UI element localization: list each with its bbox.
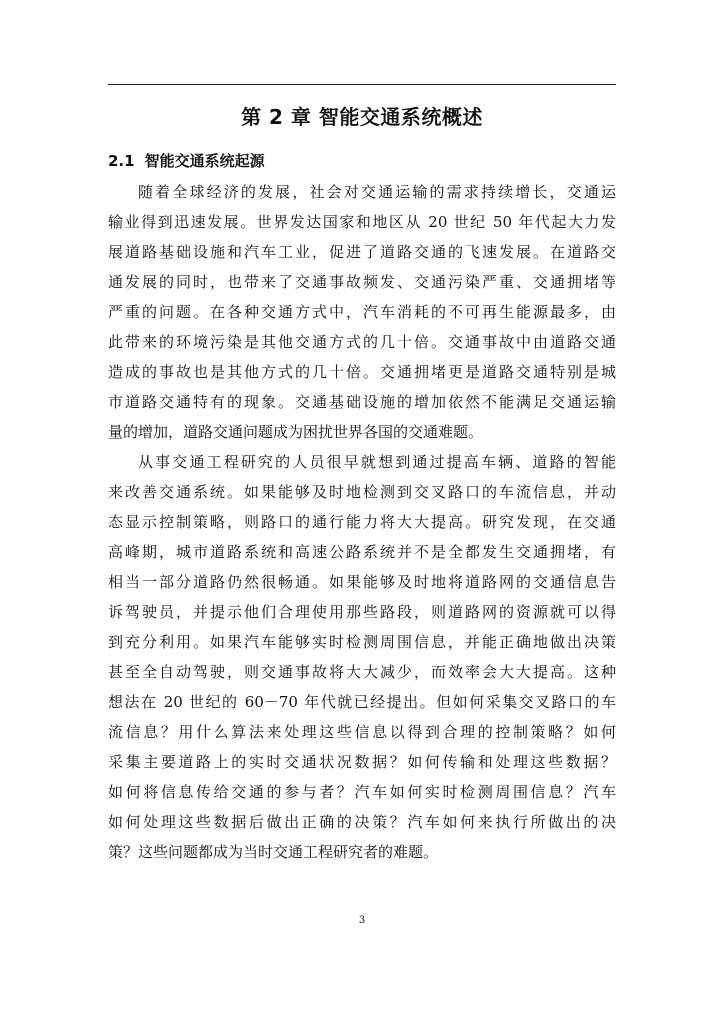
- paragraph-1-line: 量的增加，道路交通问题成为困扰世界各国的交通难题。: [108, 423, 484, 441]
- paragraph-2-line: 甚至全自动驾驶，则交通事故将大大减少，而效率会大大提高。这种: [108, 663, 616, 681]
- header-rule: [108, 84, 616, 85]
- paragraph-2-line: 到充分利用。如果汽车能够实时检测周围信息，并能正确地做出决策: [108, 633, 616, 651]
- paragraph-2-line: 从事交通工程研究的人员很早就想到通过提高车辆、道路的智能: [138, 453, 616, 471]
- paragraph-1-line: 展道路基础设施和汽车工业，促进了道路交通的飞速发展。在道路交: [108, 243, 616, 261]
- section-heading: [108, 148, 265, 174]
- paragraph-1-line: 输业得到迅速发展。世界发达国家和地区从 20 世纪 50 年代起大力发: [108, 213, 616, 231]
- paragraph-1-line: 通发展的同时，也带来了交通事故频发、交通污染严重、交通拥堵等: [108, 273, 616, 291]
- paragraph-1-line: 随着全球经济的发展，社会对交通运输的需求持续增长，交通运: [138, 183, 616, 201]
- paragraph-2-line: 策？这些问题都成为当时交通工程研究者的难题。: [108, 843, 439, 861]
- paragraph-1-line: 造成的事故也是其他方式的几十倍。交通拥堵更是道路交通特别是城: [108, 363, 616, 381]
- paragraph-2-line: 如何处理这些数据后做出正确的决策？汽车如何来执行所做出的决: [108, 813, 616, 831]
- paragraph-2-line: 如何将信息传给交通的参与者？汽车如何实时检测周围信息？汽车: [108, 783, 616, 801]
- paragraph-2-line: 流信息？用什么算法来处理这些信息以得到合理的控制策略？如何: [108, 723, 616, 741]
- paragraph-1-line: 市道路交通特有的现象。交通基础设施的增加依然不能满足交通运输: [108, 393, 616, 411]
- body-text: [108, 177, 616, 867]
- paragraph-2-line: 来改善交通系统。如果能够及时地检测到交叉路口的车流信息，并动: [108, 483, 616, 501]
- paragraph-2-line: 态显示控制策略，则路口的通行能力将大大提高。研究发现，在交通: [108, 513, 616, 531]
- paragraph-2-line: 高峰期，城市道路系统和高速公路系统并不是全都发生交通拥堵，有: [108, 543, 616, 561]
- section-number: 2.1: [108, 152, 135, 170]
- paragraph-2-line: 想法在 20 世纪的 60－70 年代就已经提出。但如何采集交叉路口的车: [108, 693, 616, 711]
- page-number: 3: [358, 915, 366, 926]
- paragraph-2-line: 相当一部分道路仍然很畅通。如果能够及时地将道路网的交通信息告: [108, 573, 616, 591]
- section-title: 智能交通系统起源: [144, 152, 265, 170]
- paragraph-1-line: 严重的问题。在各种交通方式中，汽车消耗的不可再生能源最多，由: [108, 303, 616, 321]
- paragraph-1-line: 此带来的环境污染是其他交通方式的几十倍。交通事故中由道路交通: [108, 333, 616, 351]
- chapter-title: 第 2 章 智能交通系统概述: [241, 105, 483, 129]
- paragraph-2-line: 诉驾驶员，并提示他们合理使用那些路段，则道路网的资源就可以得: [108, 603, 616, 621]
- paragraph-2-line: 采集主要道路上的实时交通状况数据？如何传输和处理这些数据？: [108, 753, 616, 771]
